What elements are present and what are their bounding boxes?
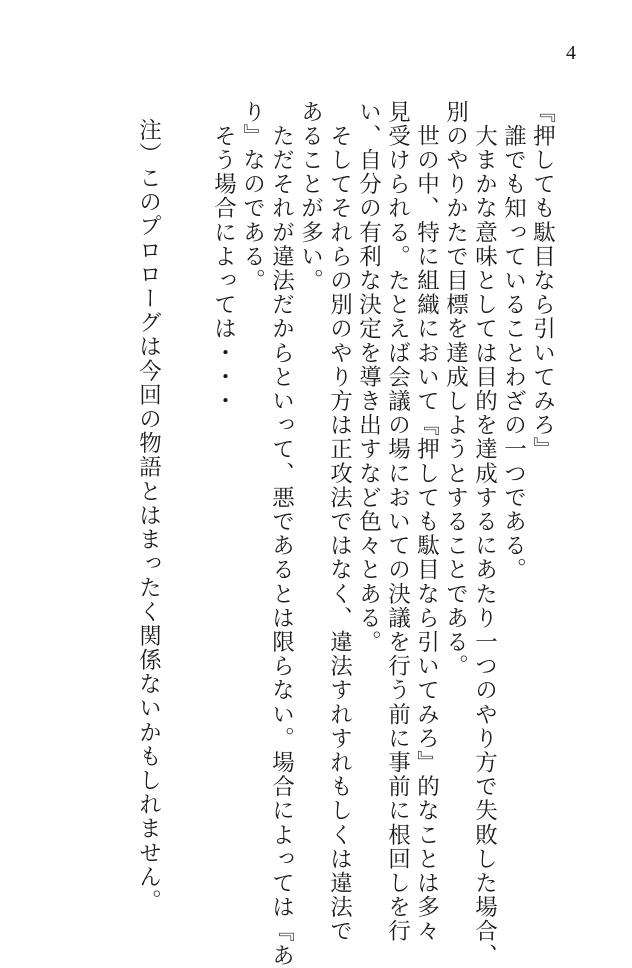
text-column: あることが多い。 xyxy=(297,100,324,293)
text-column: 『押しても駄目なら引いてみろ』 xyxy=(529,100,556,462)
page-number: 4 xyxy=(566,42,576,64)
text-column: い、自分の有利な決定を導き出すなど色々とある。 xyxy=(355,100,382,655)
text-column: そう場合によっては・・・ xyxy=(210,100,237,414)
text-column: り』なのである。 xyxy=(239,100,266,293)
text-column: 大まかな意味としては目的を達成するにあたり一つのやり方で失敗した場合、 xyxy=(471,100,498,968)
footnote: 注）このプロローグは今回の物語とはまったく関係ないかもしれません。 xyxy=(135,118,162,914)
text-column: 見受けられる。たとえば会議の場においての決議を行う前に事前に根回しを行 xyxy=(384,100,411,944)
text-column: 世の中、特に組織において『押しても駄目なら引いてみろ』的なことは多々 xyxy=(413,100,440,944)
text-column: ただそれが違法だからといって、悪であるとは限らない。場合によっては『あ xyxy=(268,100,295,968)
text-column: 誰でも知っていることわざの一つである。 xyxy=(500,100,527,582)
text-column: そしてそれらの別のやり方は正攻法ではなく、違法すれすれもしくは違法で xyxy=(326,100,353,944)
text-column: 別のやりかたで目標を達成しようとすることである。 xyxy=(442,100,469,679)
